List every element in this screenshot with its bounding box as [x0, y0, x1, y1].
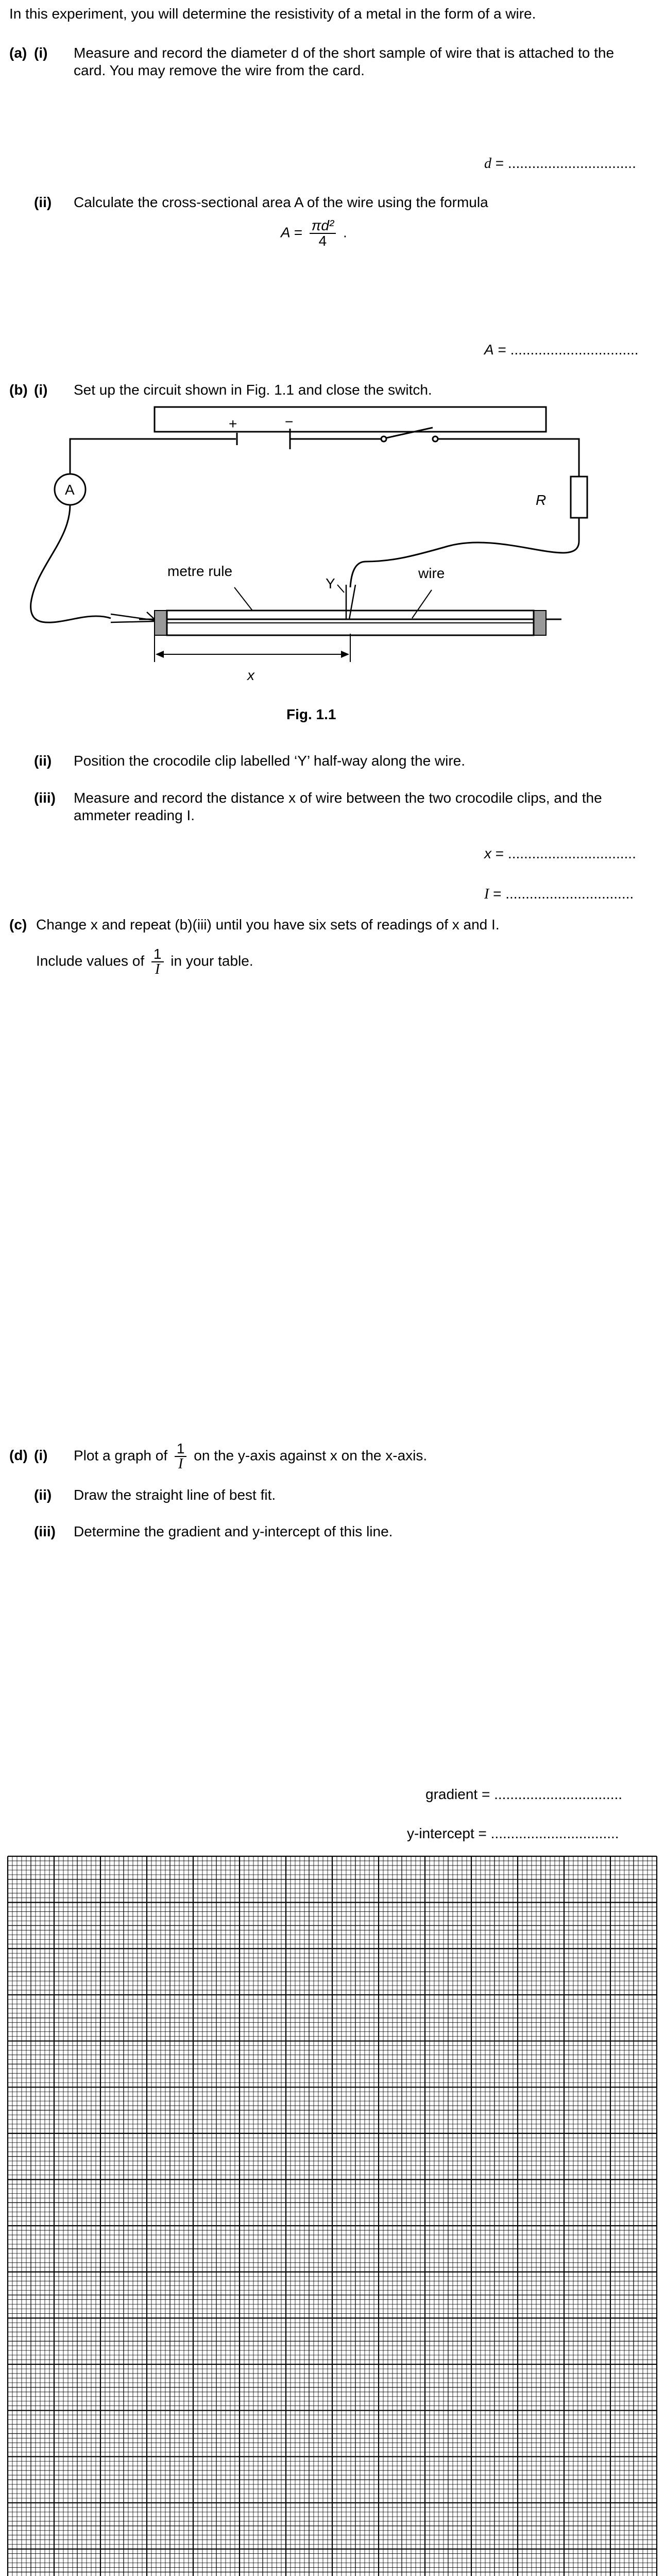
label-wire: wire [418, 565, 445, 581]
part-d-i-label: (i) [34, 1447, 48, 1463]
part-a-i-text-1: Measure and record the diameter d of the short sample of wire that is attached to the [74, 45, 615, 61]
formula-area-lhs: A = [281, 224, 302, 241]
answer-gradient-dots: ................................ [494, 1786, 623, 1802]
wire-ammeter-clip [31, 505, 111, 622]
switch-contact-left [381, 436, 386, 442]
label-clip-y: Y [326, 575, 335, 591]
formula-area-num: πd² [310, 218, 336, 234]
graph-paper-grid[interactable] [5, 1855, 659, 2576]
label-metre-rule: metre rule [167, 563, 233, 579]
part-b-ii-text: Position the crocodile clip labelled ‘Y’ half-way along the wire. [74, 753, 466, 769]
answer-x-dots: = ................................ [495, 845, 636, 861]
answer-d-var: d [484, 156, 491, 172]
crocodile-clip-left [111, 612, 155, 622]
circuit-diagram [0, 407, 665, 768]
part-b-iii-label: (iii) [34, 790, 56, 806]
answer-intercept [407, 1825, 619, 1842]
part-a-ii-text: Calculate the cross-sectional area A of the wire using the formula [74, 194, 488, 210]
formula-area-end: . [343, 224, 347, 241]
part-b-label: (b) [9, 382, 28, 398]
part-c-fraction [151, 947, 164, 977]
part-a-i-label: (i) [34, 45, 48, 61]
switch-blade [386, 428, 433, 438]
leader-wire [412, 590, 432, 618]
answer-x-var: x [484, 845, 491, 861]
answer-i [484, 885, 634, 903]
formula-area-fraction [310, 218, 336, 248]
part-c-frac-num: 1 [151, 947, 164, 962]
part-c-label: (c) [9, 917, 27, 933]
leader-metre-rule [234, 587, 252, 611]
part-d-ii-label: (ii) [34, 1487, 52, 1503]
label-minus: − [285, 414, 294, 430]
part-b-iii-text-1: Measure and record the distance x of wire between the two crocodile clips, and the [74, 790, 602, 806]
answer-i-dots: = ................................ [493, 886, 634, 902]
switch-contact-right [433, 436, 438, 442]
metre-rule [155, 407, 546, 432]
part-c-frac-den: I [155, 961, 160, 977]
label-ammeter: A [65, 482, 75, 498]
part-d-i-fraction [175, 1442, 187, 1471]
answer-x [484, 845, 636, 862]
formula-area [281, 218, 347, 248]
label-resistor: R [536, 492, 547, 508]
answer-a-dots: = ................................ [498, 342, 639, 358]
crocodile-clip-y [346, 585, 355, 619]
answer-a [484, 341, 639, 359]
intro-text: In this experiment, you will determine the resistivity of a metal in the form of a wire. [9, 6, 536, 22]
part-b-i-text: Set up the circuit shown in Fig. 1.1 and close the switch. [74, 382, 432, 398]
resistor [571, 477, 587, 518]
part-d-iii-text: Determine the gradient and y-intercept of this line. [74, 1523, 393, 1539]
part-c-text-2 [36, 947, 253, 977]
wire-switch-resistor [438, 439, 579, 477]
answer-intercept-label: y-intercept = [407, 1825, 487, 1841]
part-d-i-frac-num: 1 [175, 1442, 187, 1457]
part-d-i-text-pre: Plot a graph of [74, 1447, 168, 1464]
part-d-iii-label: (iii) [34, 1523, 56, 1539]
part-d-label: (d) [9, 1447, 28, 1463]
part-a-ii-label: (ii) [34, 194, 52, 210]
answer-i-var: I [484, 886, 489, 902]
part-d-i-frac-den: I [178, 1456, 183, 1472]
answer-d [484, 155, 636, 173]
label-plus: + [229, 416, 237, 432]
part-a-label: (a) [9, 45, 27, 61]
leader-y [337, 585, 344, 592]
answer-d-dots: = ................................ [495, 155, 636, 171]
part-b-iii-text-2: ammeter reading I. [74, 807, 195, 823]
answer-gradient-label: gradient = [425, 1786, 490, 1802]
formula-area-den: 4 [318, 233, 327, 249]
metre-rule-end-left [155, 611, 167, 635]
wire-resistor-clip [350, 518, 579, 587]
part-c-text-2-pre: Include values of [36, 953, 145, 969]
part-a-i-text-2: card. You may remove the wire from the card. [74, 62, 365, 78]
answer-gradient [425, 1786, 622, 1803]
metre-rule-end-right [534, 611, 546, 635]
answer-intercept-dots: ................................ [490, 1825, 619, 1841]
x-arrow-left [156, 651, 164, 658]
part-b-ii-label: (ii) [34, 753, 52, 769]
part-d-ii-text: Draw the straight line of best fit. [74, 1487, 276, 1503]
x-arrow-right [341, 651, 349, 658]
wire-top-left [70, 439, 236, 474]
part-b-i-label: (i) [34, 382, 48, 398]
part-c-text-2-post: in your table. [170, 953, 253, 969]
part-c-text-1: Change x and repeat (b)(iii) until you have six sets of readings of x and I. [36, 917, 500, 933]
answer-a-var: A [484, 342, 494, 358]
label-x: x [247, 667, 254, 683]
part-d-i-text-post: on the y-axis against x on the x-axis. [194, 1447, 428, 1464]
part-d-i-text [74, 1442, 427, 1471]
figure-caption: Fig. 1.1 [286, 706, 336, 722]
